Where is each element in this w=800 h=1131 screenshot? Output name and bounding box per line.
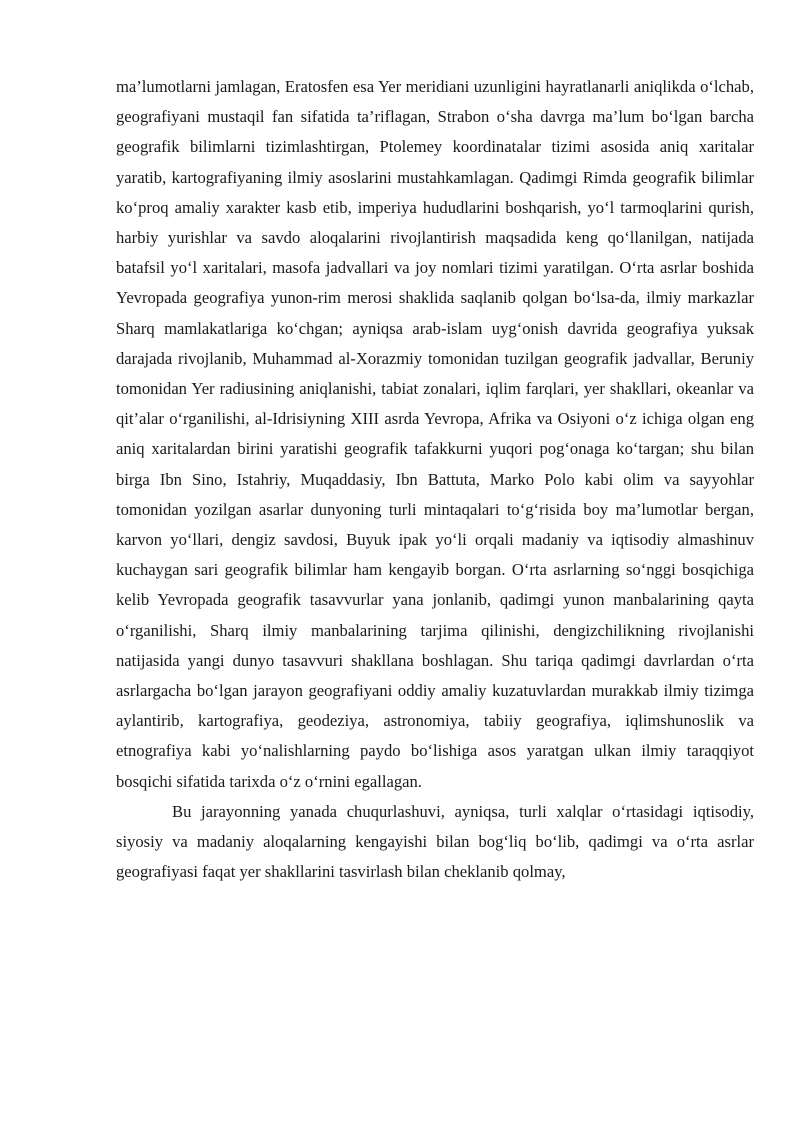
body-paragraph-2: Bu jarayonning yanada chuqurlashuvi, ayniqsa, turli xalqlar o‘rtasidagi iqtisodiy, siyosiy va madaniy aloqalarning kengayishi bilan bog‘liq bo‘lib, qadimgi va o‘rta asrlar geografiyasi faqat yer shakllarini tasvirlash bilan cheklanib qolmay, — [116, 801, 754, 882]
document-page — [116, 72, 754, 887]
body-paragraph-1: ma’lumotlarni jamlagan, Eratosfen esa Yer meridiani uzunligini hayratlanarli aniqlikda o‘lchab, geografiyani mustaqil fan sifatida ta’riflagan, Strabon o‘sha davrga ma’lum bo‘lgan barcha geografik bilimlarni tizimlashtirgan, Ptolemey koordinatalar tizimi asosida aniq xaritalar yaratib, kartografiyaning ilmiy asoslarini mustahkamlagan. Qadimgi Rimda geografik bilimlar ko‘proq amaliy xarakter kasb etib, imperiya hududlarini boshqarish, yo‘l tarmoqlarini qurish, harbiy yurishlar va savdo aloqalarini rivojlantirish maqsadida keng qo‘llanilgan, natijada batafsil yo‘l xaritalari, masofa jadvallari va joy nomlari tizimi yaratilgan. O‘rta asrlar boshida Yevropada geografiya yunon-rim merosi shaklida saqlanib qolgan bo‘lsa-da, ilmiy markazlar Sharq mamlakatlariga ko‘chgan; ayniqsa arab-islam uyg‘onish davrida geografiya yuksak darajada rivojlanib, Muhammad al-Xorazmiy tomonidan tuzilgan geografik jadvallar, Beruniy tomonidan Yer radiusining aniqlanishi, tabiat zonalari, iqlim farqlari, yer shakllari, okeanlar va qit’alar o‘rganilishi, al-Idrisiyning XIII asrda Yevropa, Afrika va Osiyoni o‘z ichiga olgan eng aniq xaritalardan birini yaratishi geografik tafakkurni yuqori pog‘onaga ko‘targan; shu bilan birga Ibn Sino, Istahriy, Muqaddasiy, Ibn Battuta, Marko Polo kabi olim va sayyohlar tomonidan yozilgan asarlar dunyoning turli mintaqalari to‘g‘risida boy ma’lumotlar bergan, karvon yo‘llari, dengiz savdosi, Buyuk ipak yo‘li orqali madaniy va iqtisodiy almashinuv kuchaygan sari geografik bilimlar ham kengayib borgan. O‘rta asrlarning so‘nggi bosqichiga kelib Yevropada geografik tasavvurlar yana jonlanib, qadimgi yunon manbalarining qayta o‘rganilishi, Sharq ilmiy manbalarining tarjima qilinishi, dengizchilikning rivojlanishi natijasida yangi dunyo tasavvuri shakllana boshlagan. Shu tariqa qadimgi davrlardan o‘rta asrlargacha bo‘lgan jarayon geografiyani oddiy amaliy kuzatuvlardan murakkab ilmiy tizimga aylantirib, kartografiya, geodeziya, astronomiya, tabiiy geografiya, iqlimshunoslik va etnografiya kabi yo‘nalishlarning paydo bo‘lishiga asos yaratgan ulkan ilmiy taraqqiyot bosqichi sifatida tarixda o‘z o‘rnini egallagan. — [116, 77, 754, 791]
